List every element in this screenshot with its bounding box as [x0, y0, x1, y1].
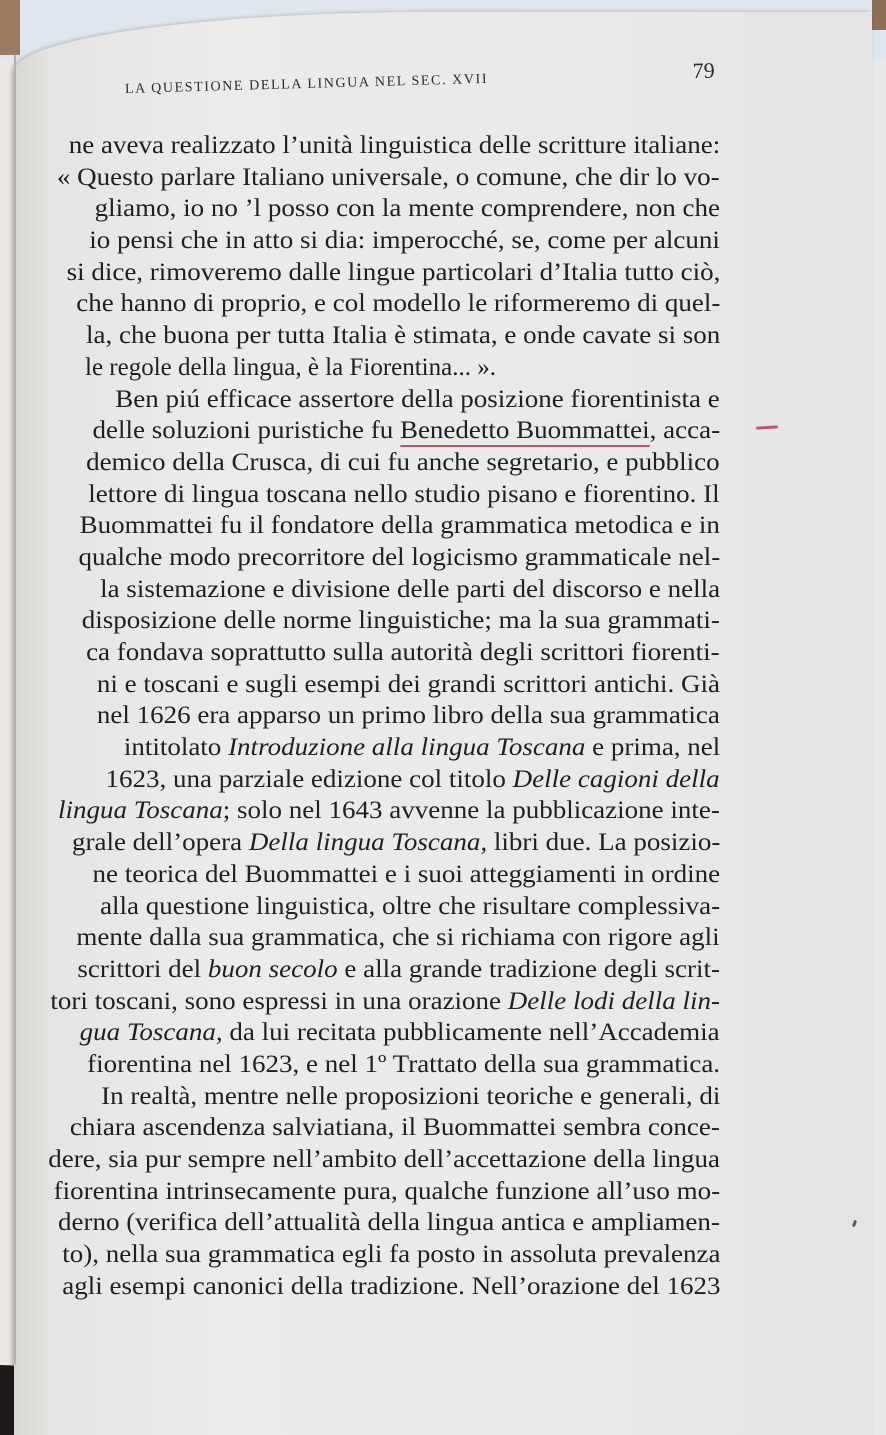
- text-line: si dice, rimoveremo dalle lingue particolari d’Italia tutto ciò,: [66, 258, 720, 286]
- text-line: scrittori del buon secolo e alla grande tradizione degli scrit-: [77, 955, 720, 983]
- text-line: Ben piú efficace assertore della posizione fiorentinista e: [115, 385, 720, 413]
- text-line: chiara ascendenza salviatiana, il Buommattei sembra conce-: [70, 1114, 720, 1142]
- text-line: « Questo parlare Italiano universale, o comune, che dir lo vo-: [57, 163, 720, 191]
- text-line: qualche modo precorritore del logicismo grammaticale nel-: [78, 543, 720, 571]
- text-line: che hanno di proprio, e col modello le riformeremo di quel-: [75, 290, 720, 318]
- text-line: lettore di lingua toscana nello studio pisano e fiorentino. Il: [88, 480, 720, 508]
- text-line: to), nella sua grammatica egli fa posto in assoluta prevalenza: [61, 1241, 720, 1269]
- text-line: intitolato Introduzione alla lingua Toscana e prima, nel: [123, 734, 720, 762]
- italic-title: Introduzione alla lingua Toscana: [227, 734, 586, 762]
- text-line: la, che buona per tutta Italia è stimata, e onde cavate si son: [85, 322, 720, 350]
- running-head: LA QUESTIONE DELLA LINGUA NEL SEC. XVII: [124, 71, 489, 97]
- text-line: gua Toscana, da lui recitata pubblicamente nell’Accademia: [79, 1019, 720, 1047]
- text-line: agli esempi canonici della tradizione. Nell’orazione del 1623: [61, 1272, 720, 1300]
- text-line: ni e toscani e sugli esempi dei grandi scrittori antichi. Già: [96, 670, 720, 698]
- underlined-name: Benedetto Buommattei: [400, 417, 650, 447]
- text-line: disposizione delle norme linguistiche; ma la sua grammati-: [81, 607, 720, 635]
- text-line: Buommattei fu il fondatore della grammatica metodica e in: [79, 512, 720, 540]
- background-wood-left: [0, 0, 20, 55]
- italic-title: buon secolo: [207, 955, 338, 983]
- text-line: gliamo, io no ’l posso con la mente comprendere, non che: [94, 195, 720, 223]
- italic-title: gua Toscana,: [79, 1019, 223, 1047]
- italic-title: Delle lodi della lin-: [507, 987, 720, 1015]
- body-text: [30, 130, 720, 1302]
- text-line: ne teorica del Buommattei e i suoi atteggiamenti in ordine: [92, 860, 720, 888]
- text-line: la sistemazione e divisione delle parti del discorso e nella: [99, 575, 720, 603]
- italic-title: lingua Toscana: [58, 797, 223, 825]
- text-line: lingua Toscana; solo nel 1643 avvenne la pubblicazione inte-: [58, 797, 721, 825]
- text-line: le regole della lingua, è la Fiorentina... ».: [85, 353, 496, 381]
- text-line: alla questione linguistica, oltre che risultare complessiva-: [99, 892, 720, 920]
- text-line: 1623, una parziale edizione col titolo Delle cagioni della: [105, 765, 720, 793]
- text-line: fiorentina nel 1623, e nel 1º Trattato della sua grammatica.: [87, 1050, 720, 1078]
- background-wood-right: [872, 0, 886, 30]
- text-line: ca fondava soprattutto sulla autorità degli scrittori fiorenti-: [86, 639, 720, 666]
- page-fold-edge: [14, 55, 16, 1365]
- text-line: delle soluzioni puristiche fu Benedetto Buommattei, acca-: [30, 415, 720, 447]
- text-line: derno (verifica dell’attualità della lingua antica e ampliamen-: [58, 1209, 720, 1237]
- text-line: mente dalla sua grammatica, che si richiama con rigore agli: [76, 924, 720, 952]
- text-line: ne aveva realizzato l’unità linguistica delle scritture italiane:: [68, 132, 720, 159]
- text-line: tori toscani, sono espressi in una orazione Delle lodi della lin-: [50, 987, 720, 1015]
- text-line: grale dell’opera Della lingua Toscana, libri due. La posizio-: [71, 829, 720, 857]
- text-line: dere, sia pur sempre nell’ambito dell’accettazione della lingua: [48, 1146, 720, 1173]
- text-line: In realtà, mentre nelle proposizioni teoriche e generali, di: [100, 1082, 720, 1110]
- text-line: io pensi che in atto si dia: imperocché, se, come per alcuni: [89, 227, 720, 255]
- italic-title: Delle cagioni della: [513, 765, 720, 793]
- text-line: fiorentina intrinsecamente pura, qualche funzione all’uso mo-: [53, 1177, 720, 1205]
- text-line: nel 1626 era apparso un primo libro della sua grammatica: [96, 702, 720, 730]
- italic-title: Della lingua Toscana,: [248, 829, 487, 857]
- page-number: 79: [692, 57, 716, 84]
- text-line: demico della Crusca, di cui fu anche segretario, e pubblico: [86, 448, 720, 476]
